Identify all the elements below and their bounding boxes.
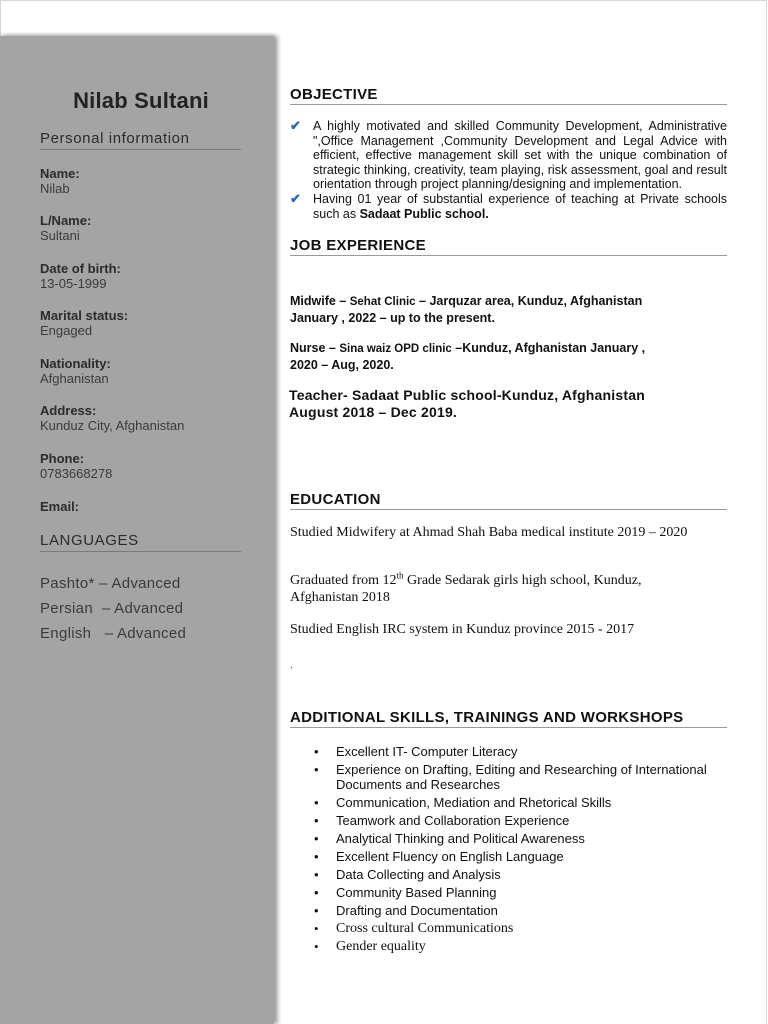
objective-text: A highly motivated and skilled Community Development, Administrative ",Office Management ,Community Development and Legal Advice with efficient, effective management skill set with the unique combination of strategic thinking, creativity, team playing, risk assessment, goal and result orientation through project planning/designing and implementation. — [313, 119, 727, 192]
skill-item — [314, 903, 714, 918]
check-icon: ✔ — [290, 190, 301, 206]
skill-text: Excellent Fluency on English Language — [336, 849, 564, 864]
education-text: Grade Sedarak girls high school, Kunduz, Afghanistan 2018 — [290, 573, 642, 605]
skill-text: Gender equality — [336, 939, 426, 954]
objective-school: Sadaat Public school. — [359, 206, 489, 221]
bullet-icon: • — [314, 939, 319, 954]
field-value: Kunduz City, Afghanistan — [40, 418, 185, 433]
field-label: L/Name: — [40, 213, 92, 228]
job-experience-heading: JOB EXPERIENCE — [290, 237, 727, 256]
job-title-line — [290, 340, 730, 357]
bullet-icon: • — [314, 762, 319, 777]
skills-list — [314, 744, 714, 957]
education-item: Studied Midwifery at Ahmad Shah Baba medical institute 2019 – 2020 — [290, 525, 688, 540]
field-marital-status — [40, 308, 240, 339]
skill-item — [314, 813, 714, 828]
check-icon: ✔ — [290, 118, 301, 133]
job-place: Sina waiz OPD clinic — [339, 343, 452, 355]
job-location: – Jarquzar area, Kunduz, Afghanistan — [415, 294, 643, 308]
bullet-icon: • — [314, 849, 319, 864]
bullet-icon: • — [314, 921, 319, 936]
job-place: Sehat Clinic — [349, 296, 416, 308]
job-nurse — [290, 340, 730, 373]
field-name — [40, 166, 240, 197]
education-heading: EDUCATION — [290, 491, 727, 510]
bullet-icon: • — [314, 831, 319, 846]
field-email — [40, 499, 240, 514]
objective-item — [290, 192, 727, 221]
field-label: Marital status: — [40, 308, 129, 323]
field-label: Phone: — [40, 451, 85, 466]
stray-mark: . — [290, 660, 293, 671]
field-label: Address: — [40, 403, 97, 418]
job-location: –Kunduz, Afghanistan January , — [451, 341, 646, 355]
language-item: English – Advanced — [40, 625, 187, 642]
skill-text: Communication, Mediation and Rhetorical Skills — [336, 795, 612, 810]
skill-item — [314, 744, 714, 759]
bullet-icon: • — [314, 795, 319, 810]
bullet-icon: • — [314, 813, 319, 828]
objective-item — [290, 119, 727, 192]
field-label: Name: — [40, 166, 80, 181]
skill-text: Community Based Planning — [336, 885, 497, 900]
job-role: Midwife – — [290, 294, 350, 308]
skill-item — [314, 867, 714, 882]
skill-item — [314, 885, 714, 900]
objective-text: Having 01 year of substantial experience of teaching at Private schools such as — [313, 191, 727, 221]
sidebar — [0, 36, 274, 1024]
skill-text: Drafting and Documentation — [336, 903, 498, 918]
job-teacher — [289, 387, 729, 421]
skill-text: Teamwork and Collaboration Experience — [336, 813, 570, 828]
skill-item — [314, 795, 714, 810]
applicant-name: Nilab Sultani — [73, 88, 209, 113]
job-title-line: Teacher- Sadaat Public school-Kunduz, Afghanistan — [289, 387, 645, 403]
skill-text: Excellent IT- Computer Literacy — [336, 744, 518, 759]
objective-list — [290, 119, 727, 221]
language-item: Pashto* – Advanced — [40, 575, 181, 592]
bullet-icon: • — [314, 744, 319, 759]
job-midwife — [290, 293, 730, 326]
job-dates: 2020 – Aug, 2020. — [290, 358, 394, 372]
field-dob — [40, 261, 240, 292]
skill-item — [314, 939, 714, 954]
field-label: Date of birth: — [40, 261, 121, 276]
field-label: Nationality: — [40, 356, 111, 371]
languages-heading: LANGUAGES — [40, 532, 241, 552]
bullet-icon: • — [314, 885, 319, 900]
job-dates: January , 2022 – up to the present. — [290, 311, 495, 325]
field-nationality — [40, 356, 240, 387]
skill-item — [314, 849, 714, 864]
personal-info-heading: Personal information — [40, 130, 241, 150]
field-value: 0783668278 — [40, 466, 113, 481]
skill-text: Cross cultural Communications — [336, 921, 514, 936]
skills-heading: ADDITIONAL SKILLS, TRAININGS AND WORKSHOPS — [290, 709, 727, 728]
skill-item — [314, 831, 714, 846]
field-value: Afghanistan — [40, 371, 109, 386]
bullet-icon: • — [314, 903, 319, 918]
field-value: 13-05-1999 — [40, 276, 107, 291]
education-ordinal: th — [396, 570, 404, 581]
field-value: Nilab — [40, 181, 70, 196]
field-value: Sultani — [40, 228, 80, 243]
skill-item — [314, 921, 714, 936]
skill-text: Data Collecting and Analysis — [336, 867, 501, 882]
education-text: Graduated from 12 — [290, 573, 397, 588]
skill-item — [314, 762, 714, 792]
bullet-icon: • — [314, 867, 319, 882]
field-lastname — [40, 213, 240, 244]
job-role: Nurse – — [290, 341, 340, 355]
job-title-line — [290, 293, 730, 310]
field-label: Email: — [40, 499, 80, 514]
language-item: Persian – Advanced — [40, 600, 184, 617]
job-dates: August 2018 – Dec 2019. — [289, 404, 458, 420]
skill-text: Experience on Drafting, Editing and Researching of International Documents and Researches — [336, 762, 707, 792]
field-address — [40, 403, 240, 434]
education-item — [290, 570, 710, 606]
education-item: Studied English IRC system in Kunduz province 2015 - 2017 — [290, 622, 635, 637]
skill-text: Analytical Thinking and Political Awareness — [336, 831, 585, 846]
field-phone — [40, 451, 240, 482]
objective-heading: OBJECTIVE — [290, 86, 727, 105]
field-value: Engaged — [40, 323, 93, 338]
